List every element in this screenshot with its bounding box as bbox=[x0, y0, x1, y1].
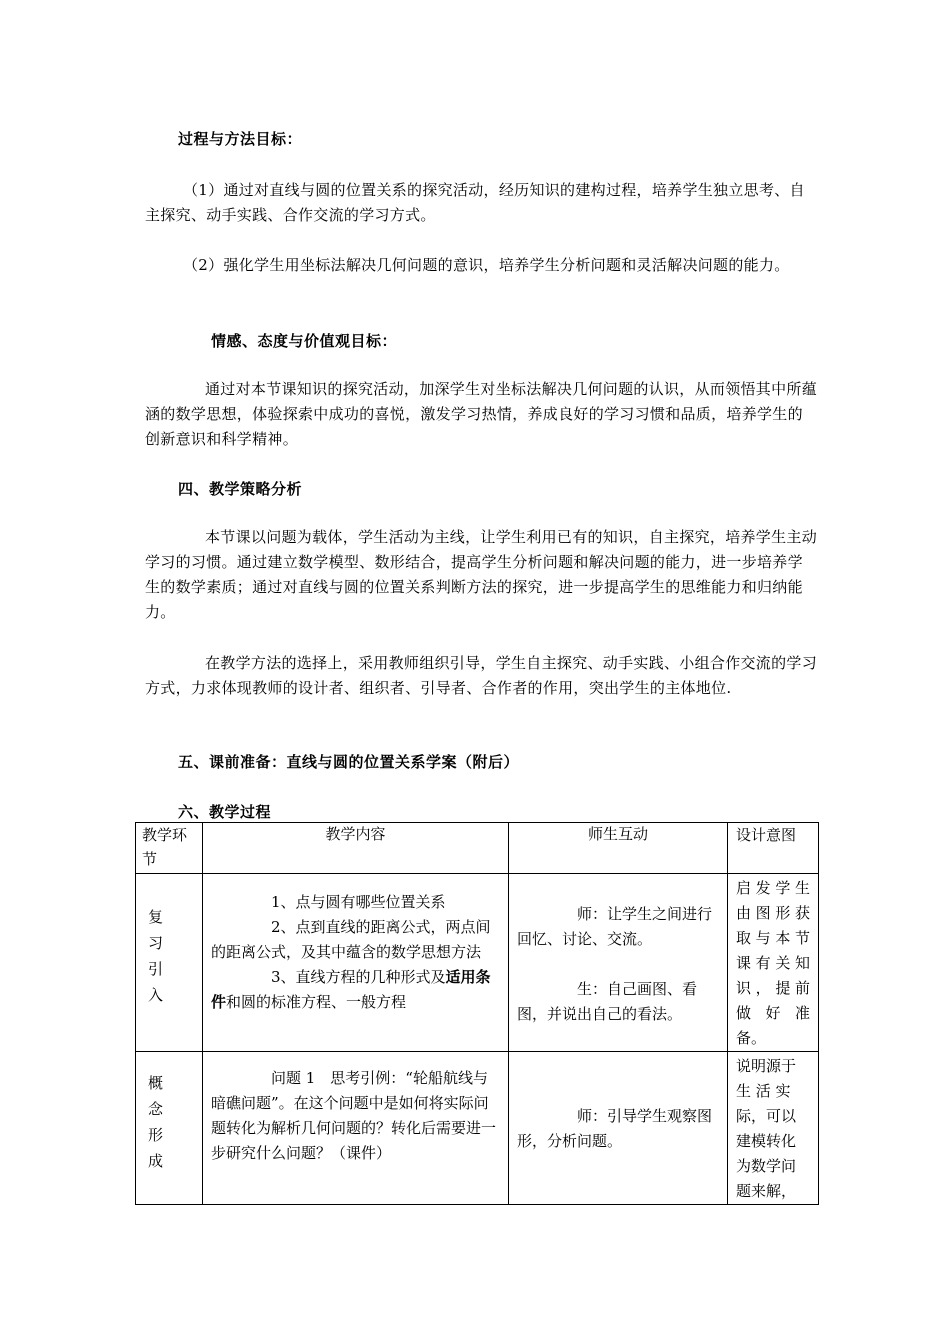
heading-section-5: 五、课前准备：直线与圆的位置关系学案（附后） bbox=[178, 753, 520, 771]
stage-char: 习 bbox=[148, 934, 164, 952]
interaction-concept-teacher: 师：引导学生观察图形，分析问题。 bbox=[517, 1107, 713, 1150]
heading-emotion-goal: 情感、态度与价值观目标： bbox=[211, 332, 398, 350]
paragraph-strategy-1-text: 本节课以问题为载体，学生活动为主线，让学生利用已有的知识，自主探究，培养学生主动学习的习惯。通过建立数学模型、数形结合，提高学生分析问题和解决问题的能力，进一步培养学生的数学素质；通过对直线与圆的位置关系判断方法的探究，进一步提高学生的思维能力和归纳能力。 bbox=[145, 528, 818, 621]
stage-concept-label bbox=[136, 1052, 202, 1174]
review-item-3 bbox=[211, 965, 500, 1015]
paragraph-strategy-2-text: 在教学方法的选择上，采用教师组织引导，学生自主探究、动手实践、小组合作交流的学习方式，力求体现教师的设计者、组织者、引导者、合作者的作用，突出学生的主体地位. bbox=[145, 654, 818, 697]
header-interaction-cell bbox=[509, 823, 728, 874]
heading-section-6: 六、教学过程 bbox=[178, 803, 272, 821]
heading-section-4: 四、教学策略分析 bbox=[178, 480, 303, 498]
table-row-review bbox=[136, 874, 819, 1052]
paragraph-strategy-1 bbox=[145, 525, 817, 625]
interaction-review-student: 生：自己画图、看图，并说出自己的看法。 bbox=[517, 980, 698, 1023]
interaction-review bbox=[509, 874, 727, 1027]
paragraph-strategy-2 bbox=[145, 651, 817, 701]
content-cell-concept bbox=[203, 1052, 509, 1205]
header-intent: 设计意图 bbox=[736, 826, 797, 844]
paragraph-process-2-text: （2）强化学生用坐标法解决几何问题的意识，培养学生分析问题和灵活解决问题的能力。 bbox=[183, 256, 790, 274]
concept-problem-1: 问题 1 思考引例：“轮船航线与暗礁问题”。在这个问题中是如何将实际问题转化为解析几何问题的？转化后需要进一步研究什么问题？（课件） bbox=[211, 1069, 497, 1162]
interaction-concept bbox=[509, 1052, 727, 1154]
stage-char: 入 bbox=[148, 986, 164, 1004]
content-concept bbox=[203, 1052, 508, 1166]
teaching-process-table bbox=[135, 822, 819, 1205]
stage-char: 成 bbox=[148, 1152, 164, 1170]
interaction-cell-review bbox=[509, 874, 728, 1052]
review-item-3-post: 和圆的标准方程、一般方程 bbox=[226, 993, 407, 1011]
paragraph-process-2 bbox=[145, 253, 817, 278]
stage-char: 形 bbox=[148, 1126, 164, 1144]
stage-cell-concept bbox=[136, 1052, 203, 1205]
stage-char: 复 bbox=[148, 908, 164, 926]
paragraph-process-1 bbox=[145, 178, 817, 228]
header-stage-cell bbox=[136, 823, 203, 874]
intent-review: 启发学生由图形获取与本节课有关知识，提前做 好 准备。 bbox=[736, 879, 810, 1047]
review-item-3-bold: 适用条件 bbox=[211, 968, 491, 1011]
paragraph-process-1-text: （1）通过对直线与圆的位置关系的探究活动，经历知识的建构过程，培养学生独立思考、自主探究、动手实践、合作交流的学习方式。 bbox=[145, 181, 805, 224]
interaction-cell-concept bbox=[509, 1052, 728, 1205]
stage-char: 念 bbox=[148, 1100, 164, 1118]
interaction-review-teacher: 师：让学生之间进行回忆、讨论、交流。 bbox=[517, 905, 713, 948]
header-intent-cell bbox=[728, 823, 819, 874]
stage-char: 引 bbox=[148, 960, 164, 978]
stage-char: 概 bbox=[148, 1074, 164, 1092]
review-item-2: 2、点到直线的距离公式，两点间的距离公式，及其中蕴含的数学思想方法 bbox=[211, 918, 491, 961]
intent-concept: 说明源于生 活 实际，可以建模转化为数学问题来解， bbox=[736, 1057, 797, 1200]
stage-review-label bbox=[136, 874, 202, 1008]
header-content-cell bbox=[203, 823, 509, 874]
table-header-row bbox=[136, 823, 819, 874]
content-review bbox=[203, 874, 508, 1015]
header-content: 教学内容 bbox=[325, 825, 386, 843]
heading-process-goal: 过程与方法目标： bbox=[178, 130, 303, 148]
stage-cell-review bbox=[136, 874, 203, 1052]
review-item-1: 1、点与圆有哪些位置关系 bbox=[271, 893, 446, 911]
header-interaction: 师生互动 bbox=[587, 825, 648, 843]
intent-cell-concept bbox=[728, 1052, 819, 1205]
table-row-concept bbox=[136, 1052, 819, 1205]
review-item-3-pre: 3、直线方程的几种形式及 bbox=[271, 968, 446, 986]
content-cell-review bbox=[203, 874, 509, 1052]
header-stage: 教学环节 bbox=[142, 826, 188, 868]
paragraph-emotion-text: 通过对本节课知识的探究活动，加深学生对坐标法解决几何问题的认识，从而领悟其中所蕴涵的数学思想，体验探索中成功的喜悦，激发学习热情，养成良好的学习习惯和品质，培养学生的创新意识和科学精神。 bbox=[145, 380, 818, 448]
paragraph-emotion bbox=[145, 377, 817, 452]
intent-cell-review bbox=[728, 874, 819, 1052]
